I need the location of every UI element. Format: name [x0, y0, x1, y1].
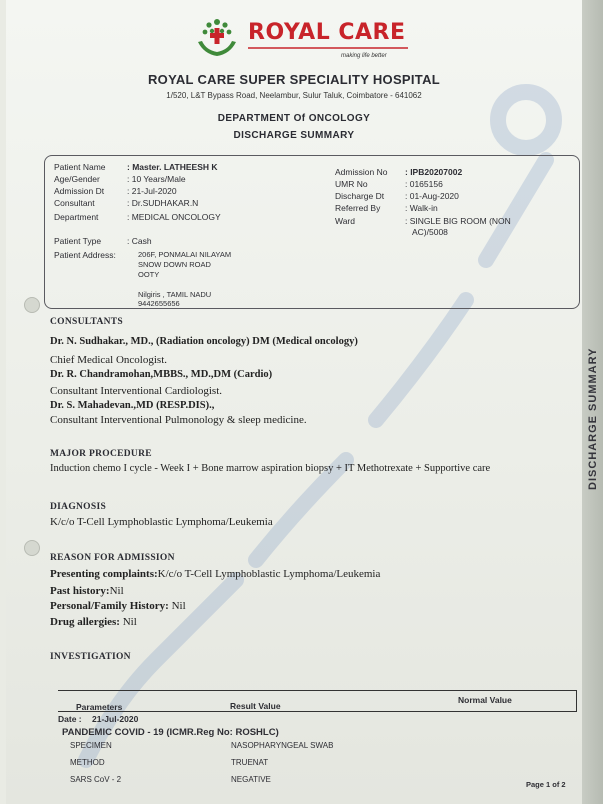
document-title: DISCHARGE SUMMARY	[233, 130, 355, 141]
patient-name-value: : Master. LATHEESH K	[127, 162, 218, 172]
hospital-name: ROYAL CARE SUPER SPECIALITY HOSPITAL	[147, 72, 441, 87]
col-result: Result Value	[230, 701, 281, 711]
patient-info-box	[44, 155, 580, 309]
investigation-heading: INVESTIGATION	[50, 652, 131, 662]
patient-phone: 9442655656	[138, 299, 180, 308]
table-row-param: METHOD	[70, 758, 105, 767]
past-history-value: Nil	[109, 585, 124, 597]
investigation-date-label: Date :	[58, 714, 82, 724]
department-title: DEPARTMENT Of ONCOLOGY	[217, 113, 371, 124]
family-history-value: Nil	[168, 600, 186, 612]
patient-address-line: OOTY	[138, 270, 160, 279]
brand-tagline: making life better	[341, 53, 387, 59]
family-history-label: Personal/Family History:	[50, 600, 169, 612]
ward-value: : SINGLE BIG ROOM (NON	[405, 216, 511, 226]
consultant-line: Dr. S. Mahadevan.,MD (RESP.DIS).,	[50, 400, 215, 411]
past-history-label: Past history:	[50, 585, 110, 597]
presenting-complaints-label: Presenting complaints:	[50, 568, 158, 580]
umr-no-value: : 0165156	[405, 179, 443, 189]
reason-heading: REASON FOR ADMISSION	[50, 553, 175, 563]
consultant-line: Consultant Interventional Pulmonology & sleep medicine.	[50, 414, 307, 426]
ward-value-cont: AC)/5008	[412, 227, 448, 237]
referred-by-value: : Walk-in	[405, 203, 438, 213]
panel-title: PANDEMIC COVID - 19 (ICMR.Reg No: ROSHLC)	[62, 727, 279, 738]
patient-address-line: Nilgiris , TAMIL NADU	[138, 290, 212, 299]
side-tab-label: DISCHARGE SUMMARY	[587, 347, 599, 490]
ward-label: Ward	[335, 216, 355, 226]
consultants-heading: CONSULTANTS	[50, 317, 123, 327]
admission-no-label: Admission No	[335, 167, 388, 177]
diagnosis-heading: DIAGNOSIS	[50, 502, 107, 512]
discharge-date-label: Discharge Dt	[335, 191, 385, 201]
consultant-value: : Dr.SUDHAKAR.N	[127, 198, 199, 208]
drug-allergies-value: Nil	[119, 616, 137, 628]
patient-type-value: : Cash	[127, 236, 152, 246]
admission-no-value: : IPB20207002	[405, 167, 463, 177]
drug-allergies-label: Drug allergies:	[50, 616, 120, 628]
punch-hole	[24, 540, 40, 556]
brand-underline	[248, 46, 408, 50]
page-number: Page 1 of 2	[526, 780, 566, 789]
investigation-date-value: 21-Jul-2020	[92, 714, 139, 724]
diagnosis-text: K/c/o T-Cell Lymphoblastic Lymphoma/Leukemia	[50, 516, 273, 528]
consultant-line: Chief Medical Oncologist.	[50, 354, 168, 366]
consultant-label: Consultant	[54, 198, 95, 208]
table-row-result: NASOPHARYNGEAL SWAB	[231, 741, 334, 750]
col-normal: Normal Value	[458, 695, 512, 705]
discharge-date-value: : 01-Aug-2020	[405, 191, 459, 201]
admission-date-value: : 21-Jul-2020	[127, 186, 177, 196]
table-row-result: TRUENAT	[231, 758, 269, 767]
table-row-result: NEGATIVE	[231, 775, 271, 784]
patient-address-line: SNOW DOWN ROAD	[138, 260, 211, 269]
patient-name-label: Patient Name	[54, 162, 106, 172]
col-parameters: Parameters	[76, 702, 123, 712]
table-row-param: SARS CoV - 2	[70, 775, 122, 784]
department-value: : MEDICAL ONCOLOGY	[127, 212, 221, 222]
brand-name: ROYAL CARE	[248, 20, 406, 45]
referred-by-label: Referred By	[335, 203, 381, 213]
document-page	[6, 0, 582, 804]
presenting-complaints-value: K/c/o T-Cell Lymphoblastic Lymphoma/Leukemia	[157, 568, 381, 580]
investigation-table-header	[58, 690, 577, 712]
table-row-param: SPECIMEN	[70, 741, 112, 750]
patient-address-line: 206F, PONMALAI NILAYAM	[138, 250, 232, 259]
hospital-address: 1/520, L&T Bypass Road, Neelambur, Sulur Taluk, Coimbatore - 641062	[166, 91, 422, 100]
department-label: Department	[54, 212, 99, 222]
drug-allergies	[50, 616, 137, 628]
consultant-line: Dr. R. Chandramohan,MBBS., MD.,DM (Cardio)	[50, 369, 273, 380]
past-history	[50, 585, 124, 597]
consultant-line: Dr. N. Sudhakar., MD., (Radiation oncology) DM (Medical oncology)	[50, 336, 358, 347]
hospital-logo-icon	[194, 14, 240, 60]
patient-type-label: Patient Type	[54, 236, 102, 246]
family-history	[50, 600, 186, 612]
patient-address-label: Patient Address:	[54, 250, 116, 260]
admission-date-label: Admission Dt	[54, 186, 105, 196]
umr-no-label: UMR No	[335, 179, 368, 189]
presenting-complaints	[50, 568, 380, 580]
age-gender-value: : 10 Years/Male	[127, 174, 186, 184]
punch-hole	[24, 297, 40, 313]
procedure-text: Induction chemo I cycle - Week I + Bone marrow aspiration biopsy + IT Methotrexate + Supportive care	[50, 463, 491, 474]
consultant-line: Consultant Interventional Cardiologist.	[50, 385, 223, 397]
age-gender-label: Age/Gender	[54, 174, 100, 184]
investigation-date	[58, 714, 138, 724]
procedure-heading: MAJOR PROCEDURE	[50, 449, 152, 459]
